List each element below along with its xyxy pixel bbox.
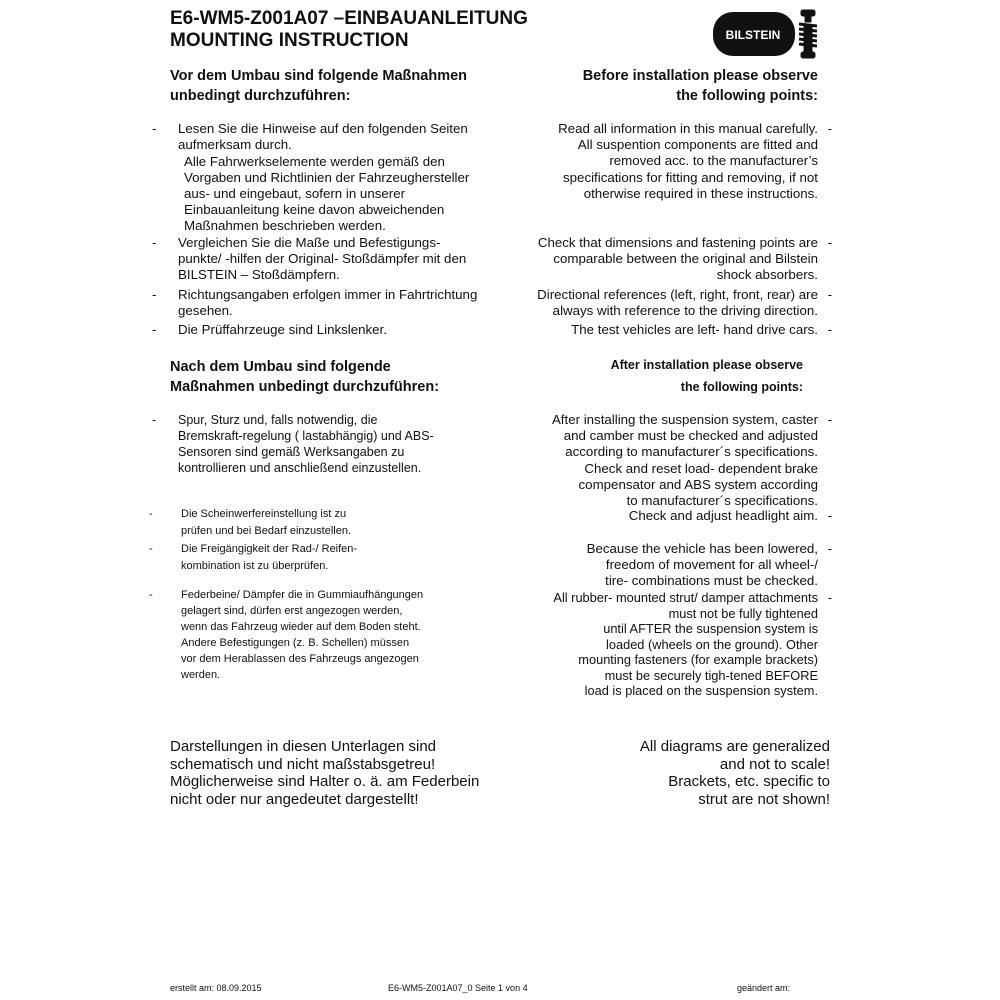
diagram-note-de: Darstellungen in diesen Unterlagen sind schematisch und nicht maßstabsgetreu! Möglicherweise sind Halter o. ä. am Federbein nicht oder nur angedeutet dargestellt!	[170, 738, 480, 808]
after-item-de-3: - Die Freigängigkeit der Rad-/ Reifen- kombination ist zu überprüfen.	[149, 543, 358, 572]
title-line-1: E6-WM5-Z001A07 –EINBAUANLEITUNG	[170, 8, 528, 29]
document-title	[170, 8, 528, 52]
before-heading-en: Before installation please observe the following points:	[582, 68, 818, 104]
before-item-de-1: - Lesen Sie die Hinweise auf den folgenden Seiten aufmerksam durch.	[152, 121, 468, 153]
after-item-de-2: - Die Scheinwerfereinstellung ist zu prüfen und bei Bedarf einzustellen.	[149, 508, 352, 537]
logo-text: BILSTEIN	[725, 28, 781, 42]
after-item-de-4: - Federbeine/ Dämpfer die in Gummiaufhängungen gelagert sind, dürfen erst angezogen werden, wenn das Fahrzeug wieder auf dem Boden steht. Andere Befestigungen (z. B. Schellen) müssen vor dem Herablassen des Fahrzeugs angezogen werden.	[149, 589, 424, 681]
after-item-en-2: Check and adjust headlight aim. -	[628, 508, 832, 523]
after-item-en-1: After installing the suspension system, caster - and camber must be checked and adjusted according to manufacturer´s specifications. Check and reset load- dependent brake compensator and ABS system according to manufacturer´s specifications.	[551, 412, 832, 509]
before-item-de-4: - Richtungsangaben erfolgen immer in Fahrtrichtung gesehen.	[152, 287, 478, 319]
before-item-en-1: Read all information in this manual carefully. - All suspention components are fitted and removed acc. to the manufacturer’s specifications for fitting and removing, if not otherwise required in these instructions.	[558, 121, 832, 201]
bilstein-logo	[713, 8, 825, 60]
footer-created-date: erstellt am: 08.09.2015	[170, 983, 262, 993]
after-item-en-3: Because the vehicle has been lowered, - freedom of movement for all wheel-/ tire- combinations must be checked.	[586, 541, 832, 589]
title-line-2: MOUNTING INSTRUCTION	[170, 30, 409, 51]
shock-absorber-icon	[799, 10, 817, 58]
diagram-note-en: All diagrams are generalized and not to scale! Brackets, etc. specific to strut are not shown!	[639, 738, 830, 808]
before-item-de-2: Alle Fahrwerkselemente werden gemäß den Vorgaben und Richtlinien der Fahrzeughersteller aus- und eingebaut, sofern in unserer Einbauanleitung keine davon abweichenden Maßnahmen beschrieben werden.	[184, 153, 470, 234]
before-item-en-3: Directional references (left, right, front, rear) are - always with reference to the driving direction.	[537, 287, 832, 319]
before-item-de-3: - Vergleichen Sie die Maße und Befestigungs- punkte/ -hilfen der Original- Stoßdämpfer mit den BILSTEIN – Stoßdämpfern.	[152, 235, 467, 283]
footer-document-page: E6-WM5-Z001A07_0 Seite 1 von 4	[388, 983, 528, 993]
footer-changed-date: geändert am:	[737, 983, 791, 993]
after-item-de-1: - Spur, Sturz und, falls notwendig, die Bremskraft-regelung ( lastabhängig) und ABS- Sensoren sind gemäß Werksangaben zu kontrollieren und anschließend einzustellen.	[152, 413, 434, 475]
before-item-de-5: - Die Prüffahrzeuge sind Linkslenker.	[152, 322, 387, 337]
before-heading-de: Vor dem Umbau sind folgende Maßnahmen unbedingt durchzuführen:	[170, 68, 468, 104]
after-heading-en: After installation please observe the following points:	[610, 358, 803, 394]
before-item-en-2: Check that dimensions and fastening points are - comparable between the original and Bilstein shock absorbers.	[537, 235, 832, 283]
after-heading-de: Nach dem Umbau sind folgende Maßnahmen unbedingt durchzuführen:	[170, 359, 440, 395]
after-item-en-4: All rubber- mounted strut/ damper attachments - must not be fully tightened until AFTER the suspension system is loaded (wheels on the ground). Other mounting fasteners (for example brackets) must be securely tigh-tened BEFORE load is placed on the suspension system.	[553, 590, 832, 698]
before-item-en-4: The test vehicles are left- hand drive cars. -	[571, 322, 832, 337]
